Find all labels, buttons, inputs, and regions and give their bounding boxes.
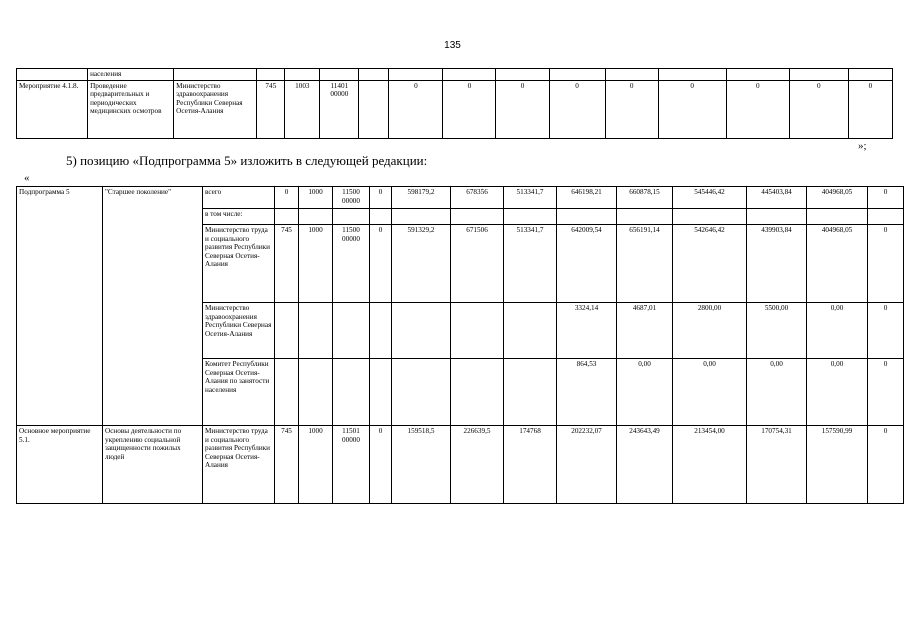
vr-cell: 0: [370, 225, 392, 303]
page-number: 135: [444, 40, 461, 51]
grbs-cell: 0: [275, 187, 299, 209]
value-cell: 0,00: [673, 359, 747, 426]
value-cell: 646198,21: [557, 187, 617, 209]
value-cell: 439903,84: [747, 225, 807, 303]
value-cell: 0: [848, 80, 892, 138]
budget-table-top: [16, 68, 893, 139]
value-cell: 513341,7: [504, 187, 557, 209]
instruction-text: 5) позицию «Подпрограмма 5» изложить в следующей редакции:: [66, 153, 428, 168]
value-cell: 170754,31: [747, 426, 807, 504]
value-cell: 0: [726, 80, 789, 138]
value-cell: 591329,2: [392, 225, 451, 303]
value-cell: 5500,00: [747, 303, 807, 359]
closing-quote: »;: [858, 140, 867, 152]
vr-cell: 0: [370, 187, 392, 209]
subprogram-description: "Старшее поколение": [103, 187, 203, 426]
table-row-event-4-1-8: [17, 80, 893, 138]
value-cell: 0: [549, 80, 605, 138]
value-cell: 0,00: [807, 303, 868, 359]
row-executor: всего: [203, 187, 275, 209]
value-cell: 3324,14: [557, 303, 617, 359]
table-row-total: [17, 187, 904, 209]
value-cell: 671506: [451, 225, 504, 303]
value-cell: 0: [868, 359, 904, 426]
row-executor: Комитет Республики Северная Осетия-Алания по занятости населения: [203, 359, 275, 426]
csr-cell: 11401 00000: [320, 80, 359, 138]
value-cell: 598179,2: [392, 187, 451, 209]
csr-cell: 11500 00000: [333, 187, 370, 209]
value-cell: 174768: [504, 426, 557, 504]
value-cell: 642009,54: [557, 225, 617, 303]
value-cell: 404968,05: [807, 187, 868, 209]
row-executor: Министерство здравоохранения Республики Северная Осетия-Алания: [174, 80, 257, 138]
rzpr-cell: 1000: [299, 225, 333, 303]
row-executor: Министерство труда и социального развития Республики Северная Осетия-Алания: [203, 225, 275, 303]
opening-quote: «: [24, 172, 30, 184]
budget-table-subprogram-5: [16, 186, 904, 504]
grbs-cell: 745: [275, 225, 299, 303]
value-cell: 513341,7: [504, 225, 557, 303]
row-description: Основы деятельности по укреплению социальной защищенности пожилых людей: [103, 426, 203, 504]
value-cell: 0: [389, 80, 443, 138]
value-cell: 0: [789, 80, 848, 138]
row-executor: Министерство здравоохранения Республики Северная Осетия-Алания: [203, 303, 275, 359]
row-executor: Министерство труда и социального развития Республики Северная Осетия-Алания: [203, 426, 275, 504]
row-name: Мероприятие 4.1.8.: [17, 80, 88, 138]
value-cell: 0: [868, 225, 904, 303]
rzpr-cell: 1003: [285, 80, 320, 138]
value-cell: 542646,42: [673, 225, 747, 303]
rzpr-cell: 1000: [299, 426, 333, 504]
value-cell: 864,53: [557, 359, 617, 426]
csr-cell: 11501 00000: [333, 426, 370, 504]
value-cell: 243643,49: [617, 426, 673, 504]
value-cell: 0: [658, 80, 726, 138]
value-cell: 656191,14: [617, 225, 673, 303]
value-cell: 545446,42: [673, 187, 747, 209]
table-row-fragment: [17, 69, 893, 81]
subprogram-name: Подпрограмма 5: [17, 187, 103, 426]
rzpr-cell: 1000: [299, 187, 333, 209]
vr-cell: [359, 80, 389, 138]
value-cell: 0,00: [807, 359, 868, 426]
value-cell: 226639,5: [451, 426, 504, 504]
grbs-cell: 745: [275, 426, 299, 504]
value-cell: 0,00: [747, 359, 807, 426]
csr-cell: 11500 00000: [333, 225, 370, 303]
value-cell: 213454,00: [673, 426, 747, 504]
row-executor: в том числе:: [203, 209, 275, 225]
value-cell: 0,00: [617, 359, 673, 426]
value-cell: 157590,99: [807, 426, 868, 504]
value-cell: 202232,07: [557, 426, 617, 504]
value-cell: 4687,01: [617, 303, 673, 359]
value-cell: 0: [868, 187, 904, 209]
value-cell: 0: [443, 80, 496, 138]
value-cell: 660878,15: [617, 187, 673, 209]
value-cell: 678356: [451, 187, 504, 209]
row-name: Основное мероприятие 5.1.: [17, 426, 103, 504]
table-row-main-event-5-1: [17, 426, 904, 504]
value-cell: 0: [605, 80, 658, 138]
fragment-text: населения: [88, 69, 174, 81]
value-cell: 0: [868, 426, 904, 504]
value-cell: 159518,5: [392, 426, 451, 504]
value-cell: 445403,84: [747, 187, 807, 209]
vr-cell: 0: [370, 426, 392, 504]
row-description: Проведение предварительных и периодических медицинских осмотров: [88, 80, 174, 138]
value-cell: 0: [868, 303, 904, 359]
value-cell: 0: [496, 80, 549, 138]
grbs-cell: 745: [257, 80, 285, 138]
value-cell: 404968,05: [807, 225, 868, 303]
value-cell: 2800,00: [673, 303, 747, 359]
